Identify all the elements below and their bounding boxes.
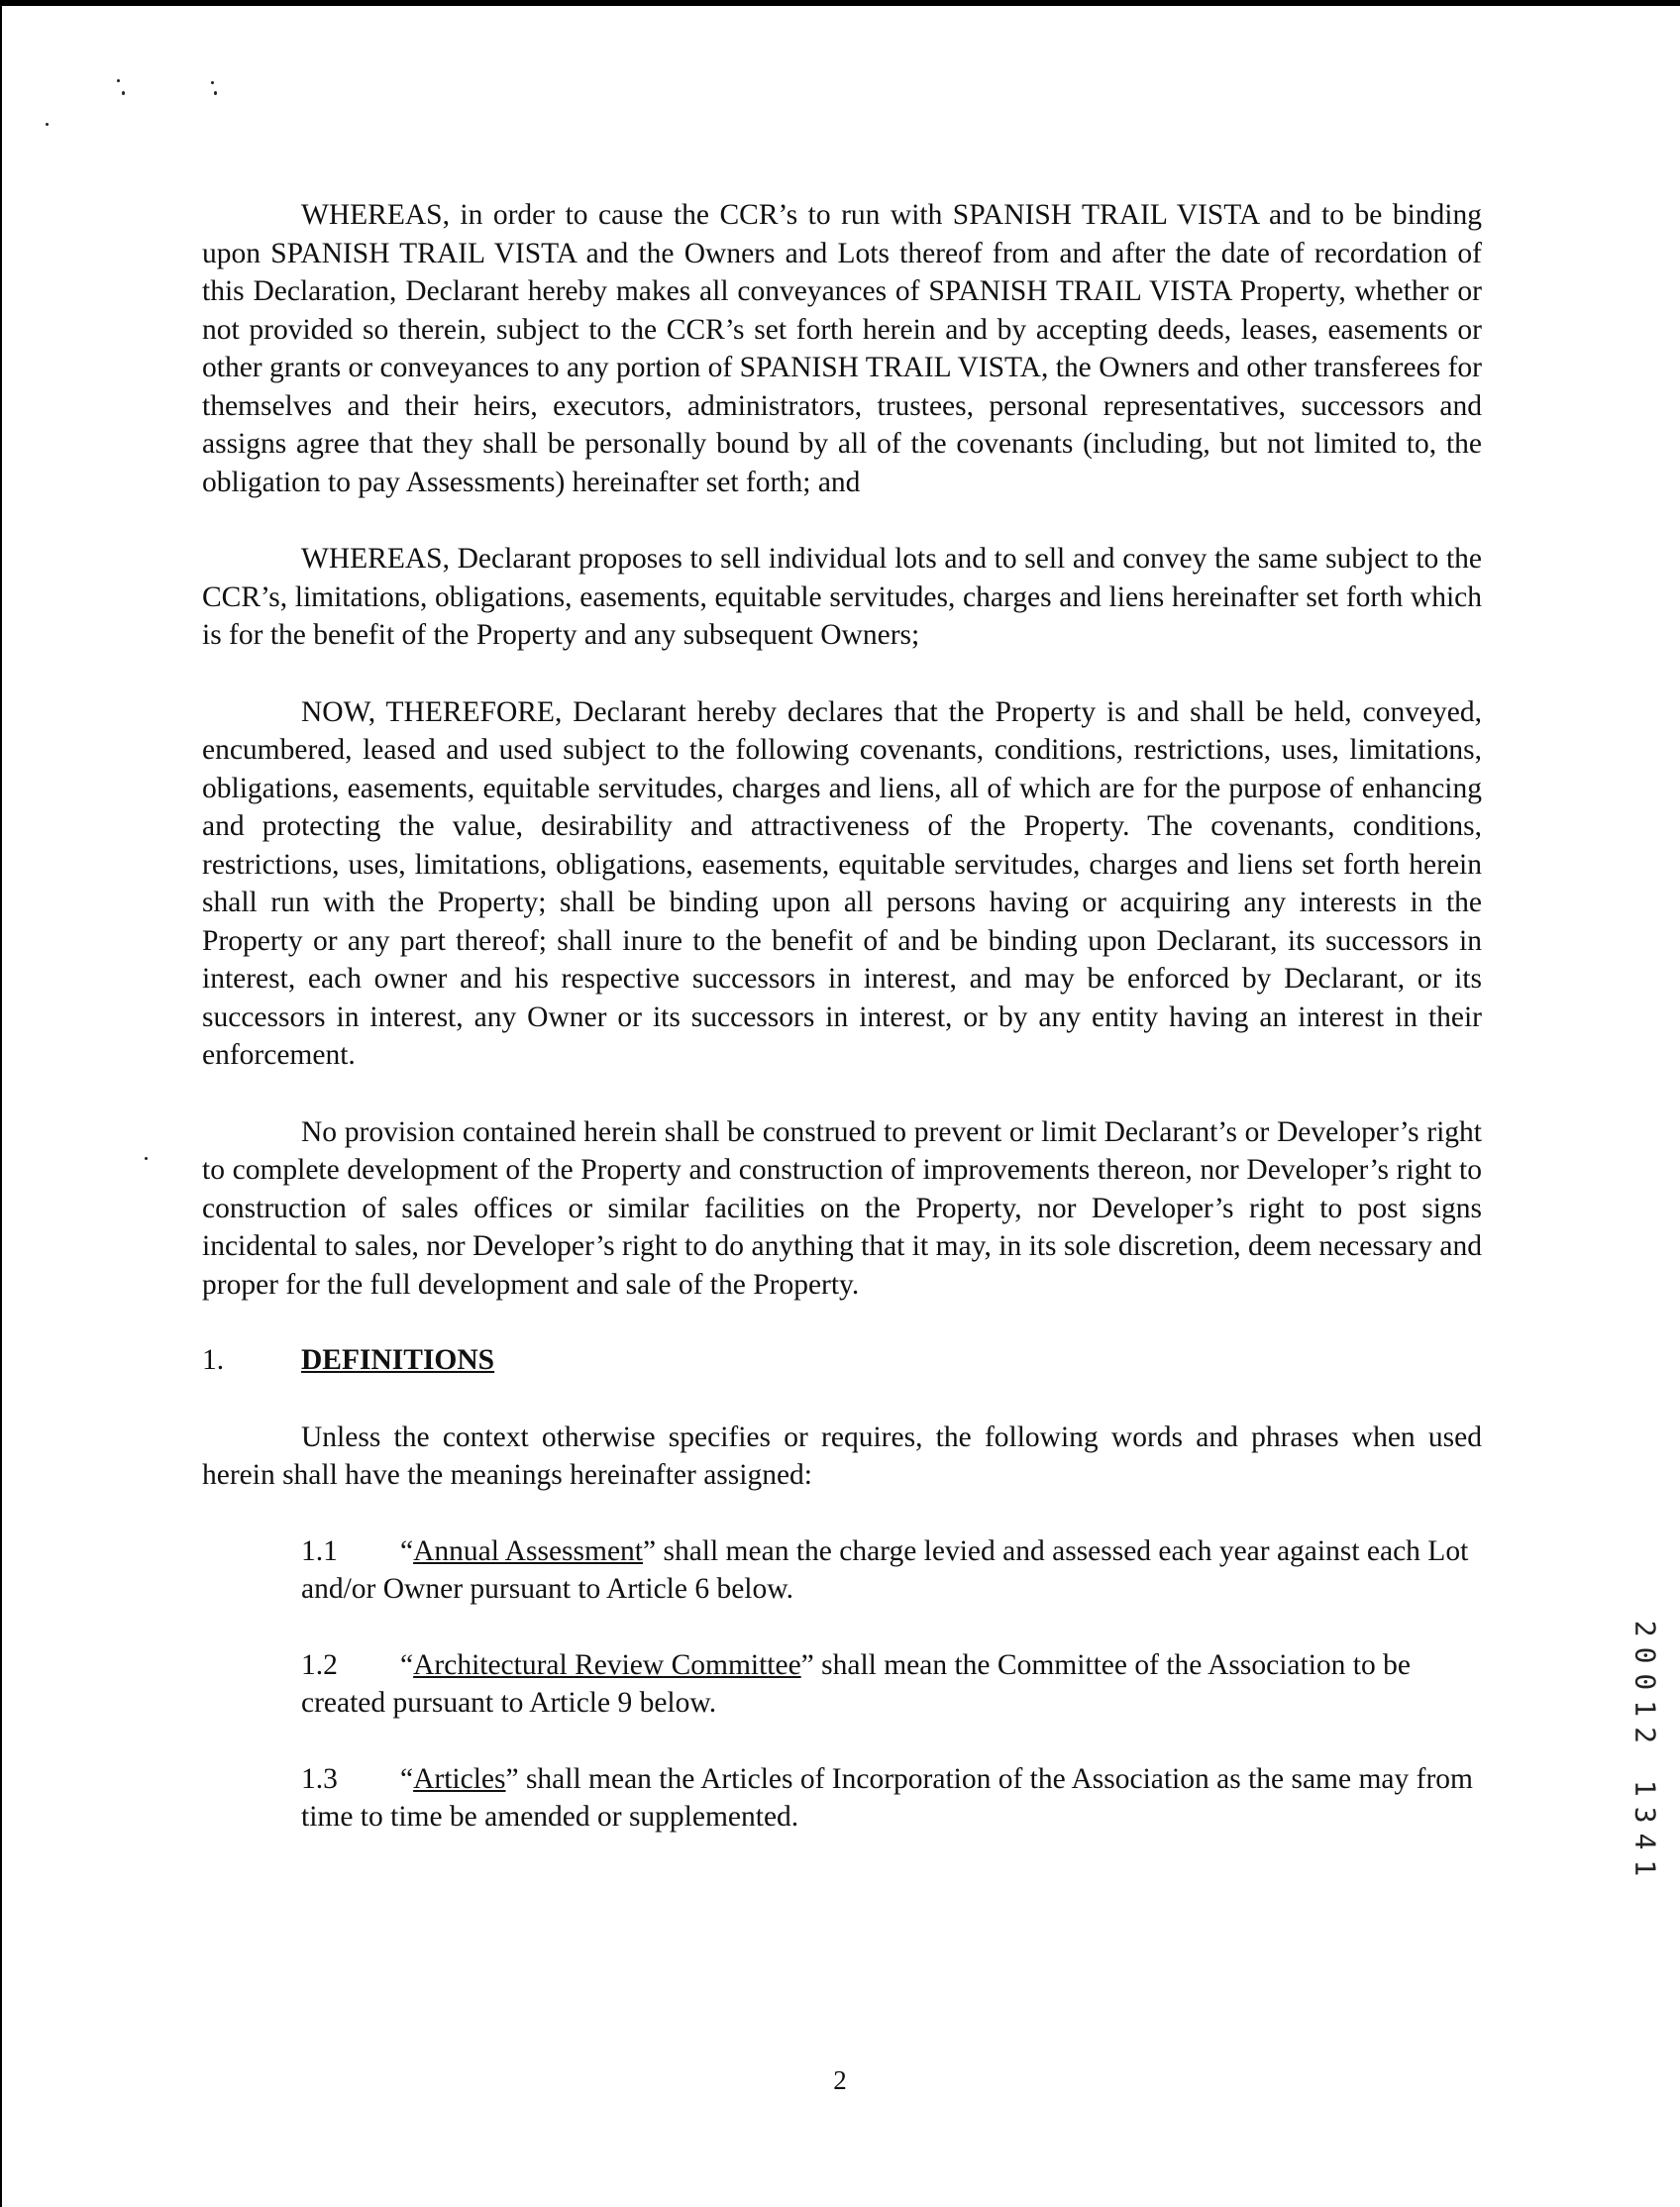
document-body (202, 196, 1482, 1837)
page-number: 2 (833, 2065, 847, 2095)
section-number: 1. (202, 1344, 225, 1376)
definition-term: Architectural Review Committee (413, 1648, 801, 1681)
definitions-intro: Unless the context otherwise specifies or requires, the following words and phrases when used herein shall have the meanings hereinafter assigned: (202, 1420, 1482, 1491)
definition-number: 1.3 (301, 1762, 338, 1795)
developer-rights-paragraph: No provision contained herein shall be construed to prevent or limit Declarant’s or Developer’s right to complete development of the Property and construction of improvements thereon, nor Developer’s right to construction of sales offices or similar facilities on the Property, nor Developer’s right to post signs incidental to sales, nor Developer’s right to do anything that it may, in its sole discretion, deem necessary and proper for the full development and sale of the Property. (202, 1115, 1482, 1301)
scan-speck (214, 91, 217, 95)
scan-left-edge (0, 0, 2, 2207)
definition-term: Articles (413, 1762, 506, 1795)
definition-item: 1.2 “Architectural Review Committee” shall mean the Committee of the Association to be created pursuant to Article 9 below. (202, 1646, 1482, 1723)
scan-speck (117, 79, 120, 82)
whereas-paragraph-2: WHEREAS, Declarant proposes to sell individual lots and to sell and convey the same subject to the CCR’s, limitations, obligations, easements, equitable servitudes, charges and liens hereinafter set forth which is for the benefit of the Property and any subsequent Owners; (202, 543, 1482, 651)
definition-item: 1.3 “Articles” shall mean the Articles of Incorporation of the Association as the same may from time to time be amended or supplemented. (202, 1760, 1482, 1837)
scan-top-border (0, 0, 1680, 6)
definition-text: shall mean the charge levied and assessed each year against each Lot and/or Owner pursuant to Article 6 below. (301, 1534, 1469, 1605)
definition-number: 1.1 (301, 1534, 338, 1567)
section-heading (202, 1341, 1482, 1380)
definition-text: shall mean the Committee of the Association to be created pursuant to Article 9 below. (301, 1648, 1411, 1719)
side-recording-stamp: 20012 1341 (1628, 1620, 1662, 1887)
section-title: DEFINITIONS (301, 1344, 495, 1376)
definition-number: 1.2 (301, 1648, 338, 1681)
definition-item: 1.1 “Annual Assessment” shall mean the charge levied and assessed each year against each Lot and/or Owner pursuant to Article 6 below. (202, 1532, 1482, 1609)
definition-term: Annual Assessment (413, 1534, 643, 1567)
scan-speck (145, 1157, 148, 1160)
scan-speck (211, 81, 214, 84)
now-therefore-paragraph: NOW, THEREFORE, Declarant hereby declares that the Property is and shall be held, conveyed, encumbered, leased and used subject to the following covenants, conditions, restrictions, uses, limitations, obligations, easements, equitable servitudes, charges and liens, all of which are for the purpose of enhancing and protecting the value, desirability and attractiveness of the Property. The covenants, conditions, restrictions, uses, limitations, obligations, easements, equitable servitudes, charges and liens set forth herein shall run with the Property; shall be binding upon all persons having or acquiring any interests in the Property or any part thereof; shall inure to the benefit of and be binding upon Declarant, its successors in interest, each owner and his respective successors in interest, and may be enforced by Declarant, or its successors in interest, any Owner or its successors in interest, or by any entity having an interest in their enforcement. (202, 695, 1482, 1071)
definition-text: shall mean the Articles of Incorporation of the Association as the same may from time to time be amended or supplemented. (301, 1762, 1473, 1833)
whereas-paragraph-1: WHEREAS, in order to cause the CCR’s to run with SPANISH TRAIL VISTA and to be binding upon SPANISH TRAIL VISTA and the Owners and Lots thereof from and after the date of recordation of this Declaration, Declarant hereby makes all conveyances of SPANISH TRAIL VISTA Property, whether or not provided so therein, subject to the CCR’s set forth herein and by accepting deeds, leases, easements or other grants or conveyances to any portion of SPANISH TRAIL VISTA, the Owners and other transferees for themselves and their heirs, executors, administrators, trustees, personal representatives, successors and assigns agree that they shall be personally bound by all of the covenants (including, but not limited to, the obligation to pay Assessments) hereinafter set forth; and (202, 199, 1482, 498)
scan-speck (46, 123, 49, 126)
scan-speck (122, 91, 125, 95)
